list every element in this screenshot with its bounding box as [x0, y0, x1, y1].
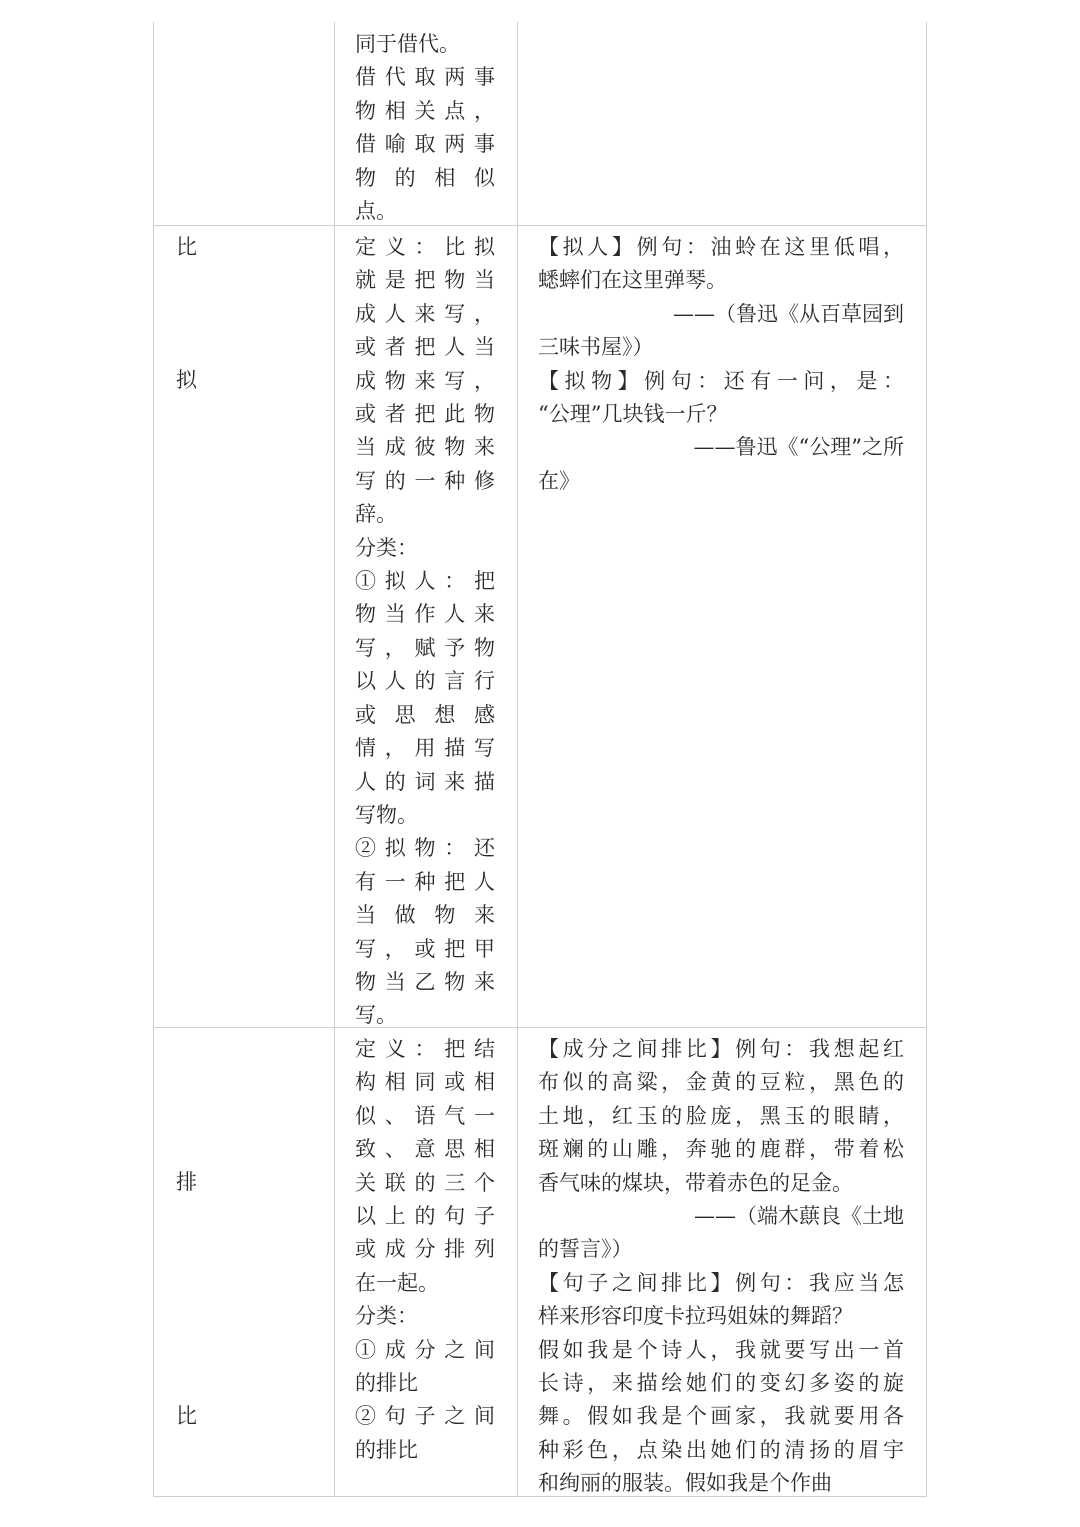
text-line: 斑斓的山雕，奔驰的鹿群，带着松 [538, 1137, 904, 1162]
text-line: ①成分之间 [355, 1337, 495, 1362]
text-line: ——（端木蕻良《土地 [694, 1204, 904, 1229]
rhetoric-table [153, 22, 927, 1497]
text-line: 成人来写， [355, 301, 495, 326]
text-line: 样来形容印度卡拉玛姐妹的舞蹈？ [538, 1304, 853, 1329]
text-line: 人的词来描 [355, 769, 495, 794]
text-line: 写物。 [355, 802, 418, 827]
text-line: 定义：比拟 [355, 235, 495, 259]
text-line: 布似的高粱，金黄的豆粒，黑色的 [538, 1070, 904, 1095]
text-line: 【句子之间排比】例句：我应当怎 [538, 1270, 904, 1295]
definition-cell [355, 231, 495, 1033]
column-divider [517, 22, 518, 1497]
text-line: ——鲁迅《“公理”之所 [693, 435, 904, 460]
text-line: 以人的言行 [355, 669, 495, 694]
text-line: 土地，红玉的脸庞，黑玉的眼睛， [538, 1103, 904, 1128]
column-divider [334, 22, 335, 1497]
row-divider [154, 1027, 926, 1028]
text-line: 的排比 [355, 1437, 418, 1462]
text-line: 情，用描写 [355, 736, 495, 761]
text-line: 借喻取两事 [355, 132, 495, 157]
text-line: 写的一种修 [355, 468, 495, 493]
text-line: 长诗，来描绘她们的变幻多姿的旋 [538, 1371, 904, 1396]
text-line: 舞。假如我是个画家，我就要用各 [538, 1404, 904, 1429]
text-line: 或者把此物 [355, 402, 495, 427]
text-line: 和绚丽的服装。假如我是个作曲 [538, 1471, 832, 1496]
text-line: 的排比 [355, 1371, 418, 1396]
text-line: 物的相似 [355, 165, 495, 190]
text-line: 辞。 [355, 502, 397, 527]
text-line: 就是把物当 [355, 268, 495, 293]
text-line: 或思想感 [355, 702, 495, 727]
definition-cell [355, 28, 495, 228]
text-line: 在一起。 [355, 1270, 439, 1295]
text-line: 蟋蟀们在这里弹琴。 [538, 268, 727, 293]
text-line: 种彩色，点染出她们的清扬的眉宇 [538, 1437, 904, 1462]
text-line: 假如我是个诗人，我就要写出一首 [538, 1337, 904, 1362]
definition-cell [355, 1033, 495, 1467]
text-line: 或者把人当 [355, 335, 495, 360]
term-char-top: 比 [176, 235, 197, 259]
text-line: 致、意思相 [355, 1137, 495, 1162]
text-line: 点。 [355, 199, 397, 224]
text-line: 关联的三个 [355, 1170, 495, 1195]
term-char-bottom: 拟 [176, 368, 197, 392]
example-cell [538, 231, 904, 498]
text-line: 写，赋予物 [355, 635, 495, 660]
text-line: 当成彼物来 [355, 435, 495, 460]
text-line: 【拟人】例句：油蛉在这里低唱， [538, 235, 904, 259]
text-line: 三味书屋》） [538, 335, 654, 360]
text-line: ②拟物：还 [355, 836, 495, 861]
text-line: 物当作人来 [355, 602, 495, 627]
text-line: 【成分之间排比】例句：我想起红 [538, 1037, 904, 1061]
text-line: ②句子之间 [355, 1404, 495, 1429]
text-line: 似、语气一 [355, 1103, 495, 1128]
text-line: 成物来写， [355, 368, 495, 393]
example-cell [538, 1033, 904, 1501]
text-line: 分类： [355, 1304, 418, 1329]
text-line: ——（鲁迅《从百草园到 [673, 301, 904, 326]
text-line: 的誓言》） [538, 1237, 633, 1262]
text-line: 或成分排列 [355, 1237, 495, 1262]
row-divider [154, 225, 926, 226]
text-line: 写，或把甲 [355, 936, 495, 961]
text-line: 在》 [538, 468, 580, 493]
text-line: 香气味的煤块，带着赤色的足金。 [538, 1170, 853, 1195]
text-line: 写。 [355, 1003, 397, 1028]
text-line: 同于借代。 [355, 32, 460, 56]
text-line: “公理”几块钱一斤？ [538, 402, 728, 427]
text-line: 分类： [355, 535, 418, 560]
text-line: 借代取两事 [355, 65, 495, 90]
text-line: 物相关点， [355, 98, 495, 123]
text-line: 当做物来 [355, 903, 495, 928]
text-line: 定义：把结 [355, 1037, 495, 1061]
text-line: 物当乙物来 [355, 969, 495, 994]
term-char-bottom: 比 [176, 1404, 197, 1428]
term-char-top: 排 [176, 1170, 197, 1194]
text-line: 【拟物】例句：还有一问，是： [538, 368, 904, 393]
text-line: ①拟人：把 [355, 569, 495, 594]
text-line: 有一种把人 [355, 869, 495, 894]
text-line: 以上的句子 [355, 1204, 495, 1229]
text-line: 构相同或相 [355, 1070, 495, 1095]
